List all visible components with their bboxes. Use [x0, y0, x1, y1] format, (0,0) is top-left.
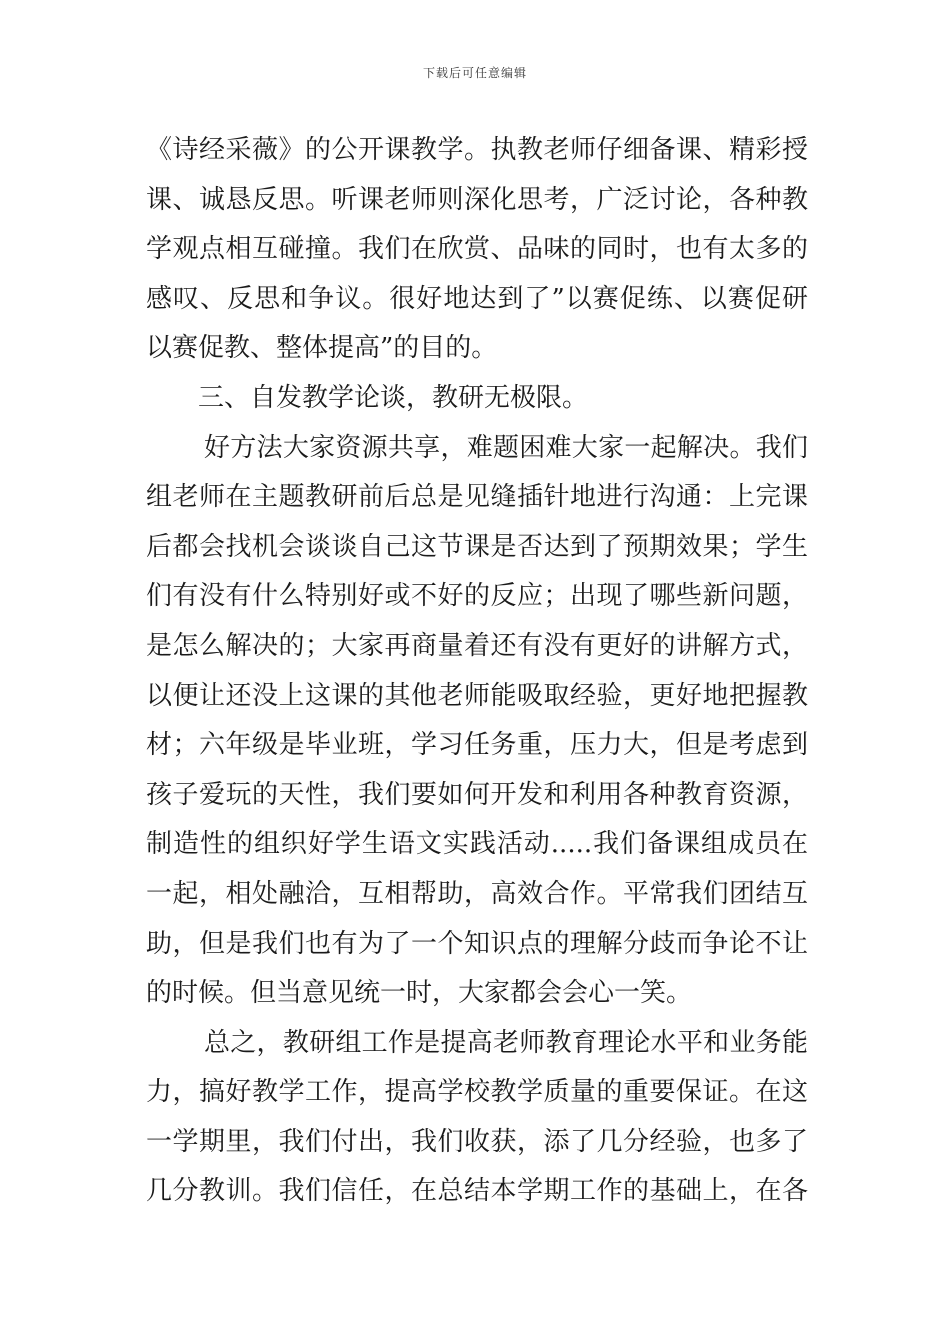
text-line: 后都会找机会谈谈自己这节课是否达到了预期效果；学生 — [146, 531, 808, 562]
text-line: 助，但是我们也有为了一个知识点的理解分歧而争论不让 — [146, 928, 808, 959]
text-line: 以便让还没上这课的其他老师能吸取经验，更好地把握教 — [146, 680, 808, 711]
text-line: 《诗经采薇》的公开课教学。执教老师仔细备课、精彩授 — [146, 135, 808, 165]
text-line: 好方法大家资源共享，难题困难大家一起解决。我们 — [204, 432, 808, 463]
text-line: 以赛促教、整体提高”的目的。 — [146, 333, 498, 364]
text-line: 总之，教研组工作是提高老师教育理论水平和业务能 — [204, 1027, 808, 1058]
text-line: 一学期里，我们付出，我们收获，添了几分经验，也多了 — [146, 1126, 808, 1157]
text-line: 一起，相处融洽，互相帮助，高效合作。平常我们团结互 — [146, 878, 808, 909]
text-line: 学观点相互碰撞。我们在欣赏、品味的同时，也有太多的 — [146, 234, 808, 265]
document-body — [146, 126, 808, 1217]
text-line: 几分教训。我们信任，在总结本学期工作的基础上，在各 — [146, 1176, 808, 1207]
text-line: 感叹、反思和争议。很好地达到了”以赛促练、以赛促研 — [146, 283, 808, 314]
text-line: 课、诚恳反思。听课老师则深化思考，广泛讨论，各种教 — [146, 184, 808, 215]
text-line: 孩子爱玩的天性，我们要如何开发和利用各种教育资源， — [146, 779, 808, 810]
text-line: 组老师在主题教研前后总是见缝插针地进行沟通：上完课 — [146, 482, 808, 513]
text-line: 制造性的组织好学生语文实践活动.....我们备课组成员在 — [146, 829, 808, 860]
text-line: 是怎么解决的；大家再商量着还有没有更好的讲解方式， — [146, 630, 808, 661]
text-line: 们有没有什么特别好或不好的反应；出现了哪些新问题， — [146, 581, 808, 612]
section-heading: 三、自发教学论谈，教研无极限。 — [198, 382, 589, 413]
text-line: 材；六年级是毕业班，学习任务重，压力大，但是考虑到 — [146, 730, 808, 761]
text-line: 力，搞好教学工作，提高学校教学质量的重要保证。在这 — [146, 1077, 808, 1108]
page-header: 下载后可任意编辑 — [422, 66, 527, 80]
text-line: 的时候。但当意见统一时，大家都会会心一笑。 — [146, 978, 693, 1009]
